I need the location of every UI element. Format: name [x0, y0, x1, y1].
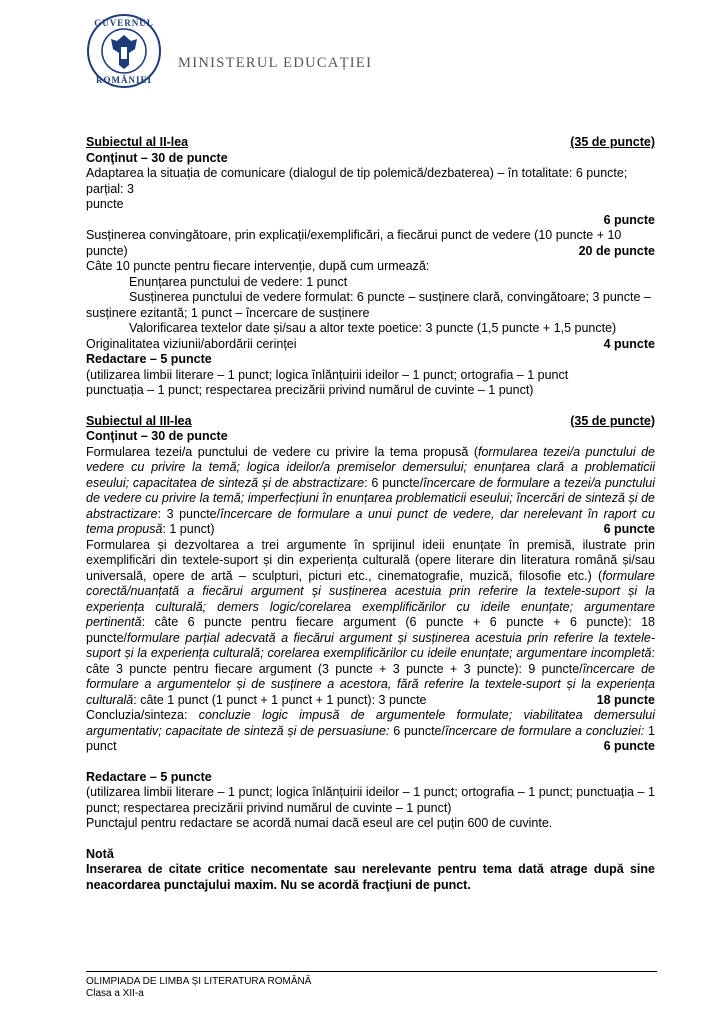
s2-score: 6 puncte [603, 212, 655, 227]
section-3-redactare-heading: Redactare – 5 puncte [86, 769, 212, 784]
s3-criterion-thesis: Formularea tezei/a punctului de vedere cu privire la tema propusă (formularea tezei/a punctului de vedere cu privire la temă; logica ideilor/a premiselor demersului; enunțarea clară a problematicii eseului; capacitatea de sinteză și de abstractizare: 6 puncte/încercare de formulare a tezei/a punctului de vedere cu privire la temă; imperfecțiuni în enunțarea problematicii eseului; încercări de sinteză și de abstractizare: 3 puncte/încercare de formulare a unui punct de vedere, dar nerelevant în raport cu tema propusă: 1 punct) [86, 444, 655, 536]
s2-line: Originalitatea viziunii/abordării cerinței [86, 336, 297, 351]
section-3-title: Subiectul al III-lea [86, 413, 192, 428]
s3-redactare-line: (utilizarea limbii literare – 1 punct; logica înlănțuirii ideilor – 1 punct; ortografia – 1 punct; punctuația – 1 punct; respectarea precizării privind numărul de cuvinte – 1 punct) [86, 785, 655, 815]
footer-olympiad: OLIMPIADA DE LIMBA ȘI LITERATURA ROMÂNĂ [86, 976, 312, 987]
section-3-heading [86, 414, 655, 430]
government-seal-icon [86, 13, 162, 89]
s3-score: 18 puncte [596, 692, 655, 707]
s2-line: puncte) [86, 243, 128, 258]
s2-score: 4 puncte [603, 336, 655, 351]
s2-line: Adaptarea la situația de comunicare (dialogul de tip polemică/dezbaterea) – în totalitate: 6 puncte; parțial: 3 [86, 166, 628, 196]
s2-line: Susținerea convingătoare, prin explicații/exemplificări, a fiecărui punct de vedere (10 puncte + 10 [86, 228, 622, 242]
s2-line: puncte [86, 197, 124, 211]
s2-score: 20 de puncte [578, 243, 655, 258]
s2-redactare-line: (utilizarea limbii literare – 1 punct; logica înlănțuirii ideilor – 1 punct; ortografia – 1 punct [86, 367, 569, 382]
s2-line-row [86, 244, 655, 260]
s3-redactare-note: Punctajul pentru redactare se acordă numai dacă eseul are cel puțin 600 de cuvinte. [86, 816, 553, 830]
s3-criterion-arguments: Formularea și dezvoltarea a trei argumente în sprijinul ideii enunțate în premisă, ilustrate prin exemplificări din textele-suport și din experiența culturală (opere literare din literatura română și/sau universală, opere de artă – sculpturi, picturi etc., cinematografie, muzică, filosofie etc.) (formulare corectă/nuanțată a fiecărui argument și susținerea acestuia prin referire la textele-suport și la experiența culturală; demers logic/corelarea exemplificărilor cu ideile enunțate; argumentare pertinentă: câte 6 puncte pentru fiecare argument (6 puncte + 6 puncte + 6 puncte): 18 puncte/formulare parțial adecvată a fiecărui argument și susținerea acestuia prin referire la textele-suport și la experiența culturală; corelarea exemplificărilor cu ideile enunțate; argumentare incompletă: câte 3 puncte pentru fiecare argument (3 puncte + 3 puncte + 3 puncte): 9 puncte/încercare de formulare a argumentelor și de susținere a acestora, fără referire la textele-suport și la experiența culturală: câte 1 punct (1 punct + 1 punct + 1 punct): 3 puncte [86, 537, 655, 707]
note-heading: Notă [86, 846, 114, 861]
s2-criterion-cont: susținere ezitantă; 1 punct – încercare de susținere [86, 305, 370, 320]
s2-redactare-line: punctuația – 1 punct; respectarea precizării privind numărul de cuvinte – 1 punct) [86, 383, 534, 397]
s2-criterion: Susținerea punctului de vedere formulat: 6 puncte – susținere clară, convingătoare; 3 puncte – [129, 290, 651, 304]
section-3-content-heading: Conţinut – 30 de puncte [86, 429, 228, 443]
footer-class: Clasa a XII-a [86, 988, 144, 999]
ministry-name: MINISTERUL EDUCAȚIEI [178, 55, 373, 71]
s2-criterion: Enunțarea punctului de vedere: 1 punct [129, 274, 348, 289]
page-header [86, 13, 646, 109]
section-2-redactare-heading: Redactare – 5 puncte [86, 352, 212, 366]
s2-criterion: Valorificarea textelor date și/sau a altor texte poetice: 3 puncte (1,5 puncte + 1,5 puncte) [129, 321, 617, 335]
s2-line-row [86, 337, 655, 353]
section-2-heading [86, 135, 655, 151]
section-2-points: (35 de puncte) [570, 135, 655, 149]
s2-line: Câte 10 puncte pentru fiecare intervenție, după cum urmează: [86, 259, 430, 273]
grading-content [86, 135, 655, 893]
section-3-points: (35 de puncte) [570, 413, 655, 428]
s3-score: 6 puncte [603, 522, 655, 536]
section-2-content-heading: Conţinut – 30 de puncte [86, 150, 228, 165]
svg-text:ROMÂNIEI: ROMÂNIEI [95, 75, 153, 85]
s3-criterion-conclusion: Concluzia/sinteza: concluzie logic impusă de argumentele formulate; viabilitatea demersului argumentativ; capacitate de sinteză și de persuasiune: 6 puncte/încercare de formulare a concluziei: 1 punct [86, 708, 655, 753]
s3-score: 6 puncte [603, 739, 655, 753]
svg-text:GUVERNUL: GUVERNUL [94, 18, 154, 28]
note-text: Inserarea de citate critice necomentate sau nerelevante pentru tema dată atrage după sine neacordarea punctajului maxim. Nu se acordă fracţiuni de punct. [86, 862, 655, 892]
page-footer [86, 971, 657, 1000]
section-2-title: Subiectul al II-lea [86, 135, 189, 149]
